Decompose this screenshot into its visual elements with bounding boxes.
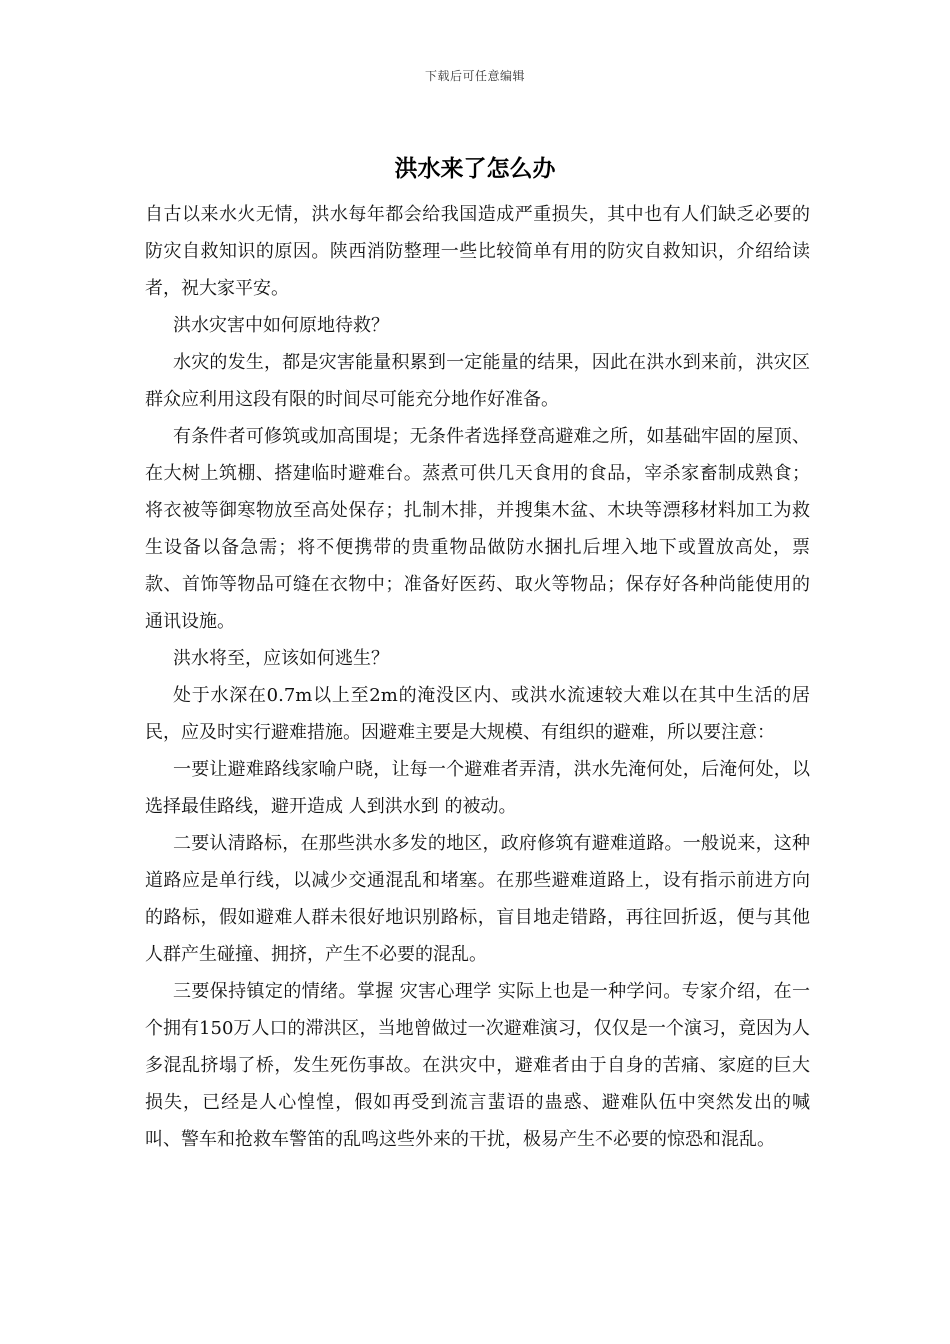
page-title: 洪水来了怎么办 [394, 156, 556, 182]
paragraph: 有条件者可修筑或加高围堤；无条件者选择登高避难之所，如基础牢固的屋顶、在大树上筑棚、搭建临时避难台。蒸煮可供几天食用的食品，宰杀家畜制成熟食；将衣被等御寒物放至高处保存；扎制木排，并搜集木盆、木块等漂移材料加工为救生设备以备急需；将不便携带的贵重物品做防水捆扎后埋入地下或置放高处，票款、首饰等物品可缝在衣物中；准备好医药、取火等物品；保存好各种尚能使用的通讯设施。 [145, 426, 810, 632]
paragraph: 处于水深在0.7m以上至2m的淹没区内、或洪水流速较大难以在其中生活的居民，应及时实行避难措施。因避难主要是大规模、有组织的避难，所以要注意： [145, 685, 810, 743]
section-heading-wait-rescue: 洪水灾害中如何原地待救？ [173, 315, 389, 336]
article-body [145, 196, 810, 1158]
paragraph: 二要认清路标，在那些洪水多发的地区，政府修筑有避难道路。一般说来，这种道路应是单行线，以减少交通混乱和堵塞。在那些避难道路上，设有指示前进方向的路标，假如避难人群未很好地识别路标，盲目地走错路，再往回折返，便与其他人群产生碰撞、拥挤，产生不必要的混乱。 [145, 833, 810, 965]
paragraph: 一要让避难路线家喻户晓，让每一个避难者弄清，洪水先淹何处，后淹何处，以选择最佳路线，避开造成 人到洪水到 的被动。 [145, 759, 810, 817]
header-note: 下载后可任意编辑 [424, 69, 525, 83]
paragraph: 三要保持镇定的情绪。掌握 灾害心理学 实际上也是一种学问。专家介绍，在一个拥有150万人口的滞洪区，当地曾做过一次避难演习，仅仅是一个演习，竟因为人多混乱挤塌了桥，发生死伤事故。在洪灾中，避难者由于自身的苦痛、家庭的巨大损失，已经是人心惶惶，假如再受到流言蜚语的蛊惑、避难队伍中突然发出的喊叫、警车和抢救车警笛的乱鸣这些外来的干扰，极易产生不必要的惊恐和混乱。 [145, 981, 810, 1150]
paragraph-intro: 自古以来水火无情，洪水每年都会给我国造成严重损失，其中也有人们缺乏必要的防灾自救知识的原因。陕西消防整理一些比较简单有用的防灾自救知识，介绍给读者，祝大家平安。 [145, 204, 810, 299]
section-heading-escape: 洪水将至，应该如何逃生？ [173, 648, 389, 669]
paragraph: 水灾的发生，都是灾害能量积累到一定能量的结果，因此在洪水到来前，洪灾区群众应利用这段有限的时间尽可能充分地作好准备。 [145, 352, 810, 410]
